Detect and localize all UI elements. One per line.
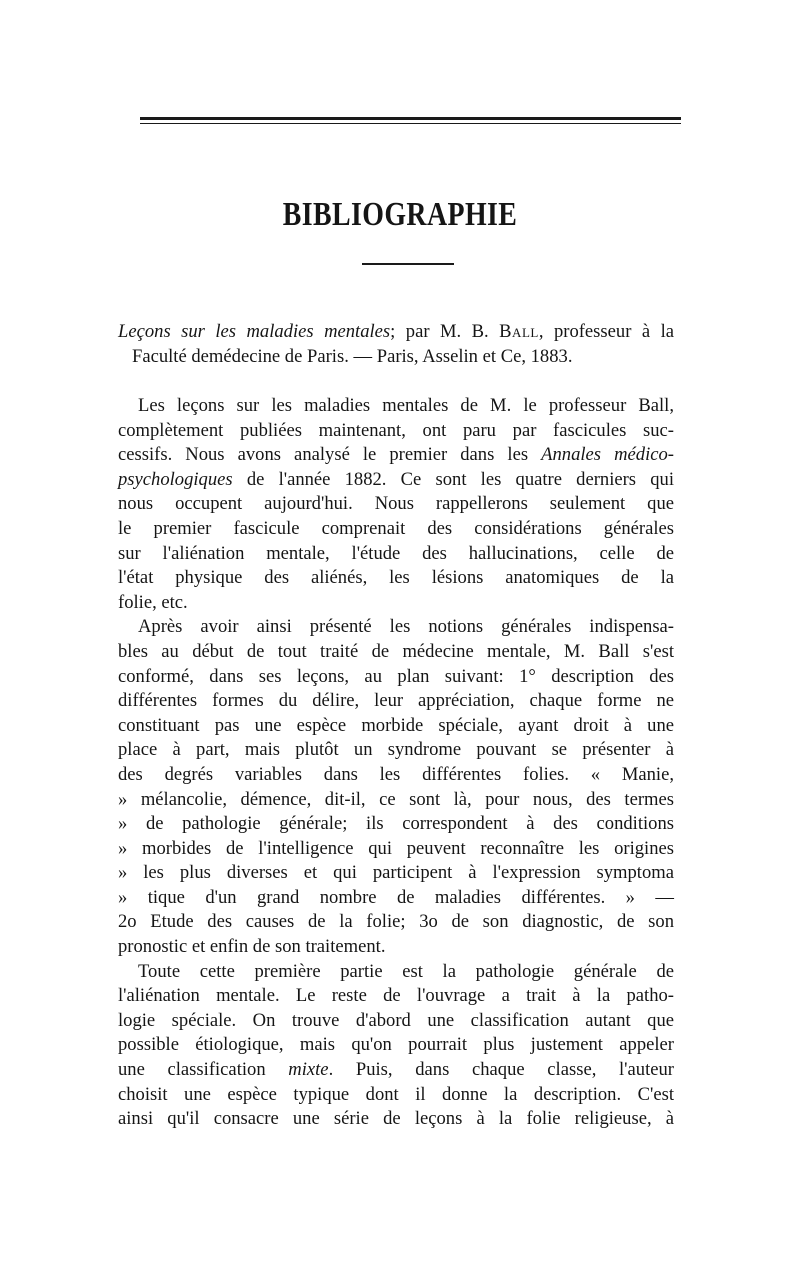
text-line: des degrés variables dans les différentes folies. « Manie,: [118, 763, 674, 785]
citation-line-1: Leçons sur les maladies mentales; par M. B. Ball, professeur à la: [118, 321, 674, 342]
section-title: BIBLIOGRAPHIE: [282, 196, 518, 233]
text-line: logie spéciale. On trouve d'abord une classification autant que: [118, 1009, 674, 1031]
text-line: ainsi qu'il consacre une série de leçons à la folie religieuse, à: [118, 1108, 674, 1130]
text-line: possible étiologique, mais qu'on pourrait plus justement appeler: [118, 1034, 674, 1056]
text-line: » les plus diverses et qui participent à l'expression symptoma: [118, 862, 674, 884]
header-rule-thin: [140, 123, 681, 124]
text-line: une classification mixte. Puis, dans chaque classe, l'auteur: [118, 1059, 674, 1081]
citation-line-2: Faculté demédecine de Paris. — Paris, Asselin et Ce, 1883.: [132, 345, 573, 367]
text-line: » tique d'un grand nombre de maladies différentes. » —: [118, 886, 674, 908]
citation-work-title: Leçons sur les maladies mentales: [118, 321, 391, 342]
text-line: cessifs. Nous avons analysé le premier dans les Annales médico-: [118, 444, 674, 466]
text-line: » morbides de l'intelligence qui peuvent reconnaître les origines: [118, 837, 674, 859]
text-line: complètement publiées maintenant, ont paru par fascicules suc-: [118, 419, 674, 441]
text-line: le premier fascicule comprenait des considérations générales: [118, 517, 674, 539]
text-line: bles au début de tout traité de médecine mentale, M. Ball s'est: [118, 640, 674, 662]
text-line: différentes formes du délire, leur appréciation, chaque forme ne: [118, 690, 674, 712]
title-divider: [362, 263, 454, 265]
text-line: » mélancolie, démence, dit-il, ce sont là, pour nous, des termes: [118, 788, 674, 810]
text-line: place à part, mais plutôt un syndrome pouvant se présenter à: [118, 739, 674, 761]
text-line: Les leçons sur les maladies mentales de M. le professeur Ball,: [138, 395, 674, 416]
text-line: Après avoir ainsi présenté les notions générales indispensa-: [138, 616, 674, 638]
text-line: 2o Etude des causes de la folie; 3o de son diagnostic, de son: [118, 911, 674, 933]
text-line: folie, etc.: [118, 591, 188, 613]
text-line: nous occupent aujourd'hui. Nous rappellerons seulement que: [118, 493, 674, 515]
citation: [118, 320, 674, 369]
journal-title: Annales médico-: [541, 444, 674, 466]
text-line: Toute cette première partie est la pathologie générale de: [138, 960, 674, 982]
text-line: conformé, dans ses leçons, au plan suivant: 1° description des: [118, 665, 674, 687]
emphasis: mixte: [288, 1059, 329, 1081]
text-line: choisit une espèce typique dont il donne la description. C'est: [118, 1083, 674, 1105]
text-line: sur l'aliénation mentale, l'étude des hallucinations, celle de: [118, 542, 674, 564]
journal-title-cont: psychologiques: [118, 468, 233, 490]
text-line: » de pathologie générale; ils correspondent à des conditions: [118, 813, 674, 835]
text-line: constituant pas une espèce morbide spéciale, ayant droit à une: [118, 714, 674, 736]
header-rule-thick: [140, 117, 681, 120]
text-line: pronostic et enfin de son traitement.: [118, 936, 386, 958]
text-line: l'aliénation mentale. Le reste de l'ouvrage a trait à la patho-: [118, 985, 674, 1007]
text-line: l'état physique des aliénés, les lésions anatomiques de la: [118, 567, 674, 589]
citation-author: Ball: [499, 321, 539, 342]
text-line: psychologiques de l'année 1882. Ce sont les quatre derniers qui: [118, 468, 674, 490]
review-body: [118, 394, 674, 1132]
